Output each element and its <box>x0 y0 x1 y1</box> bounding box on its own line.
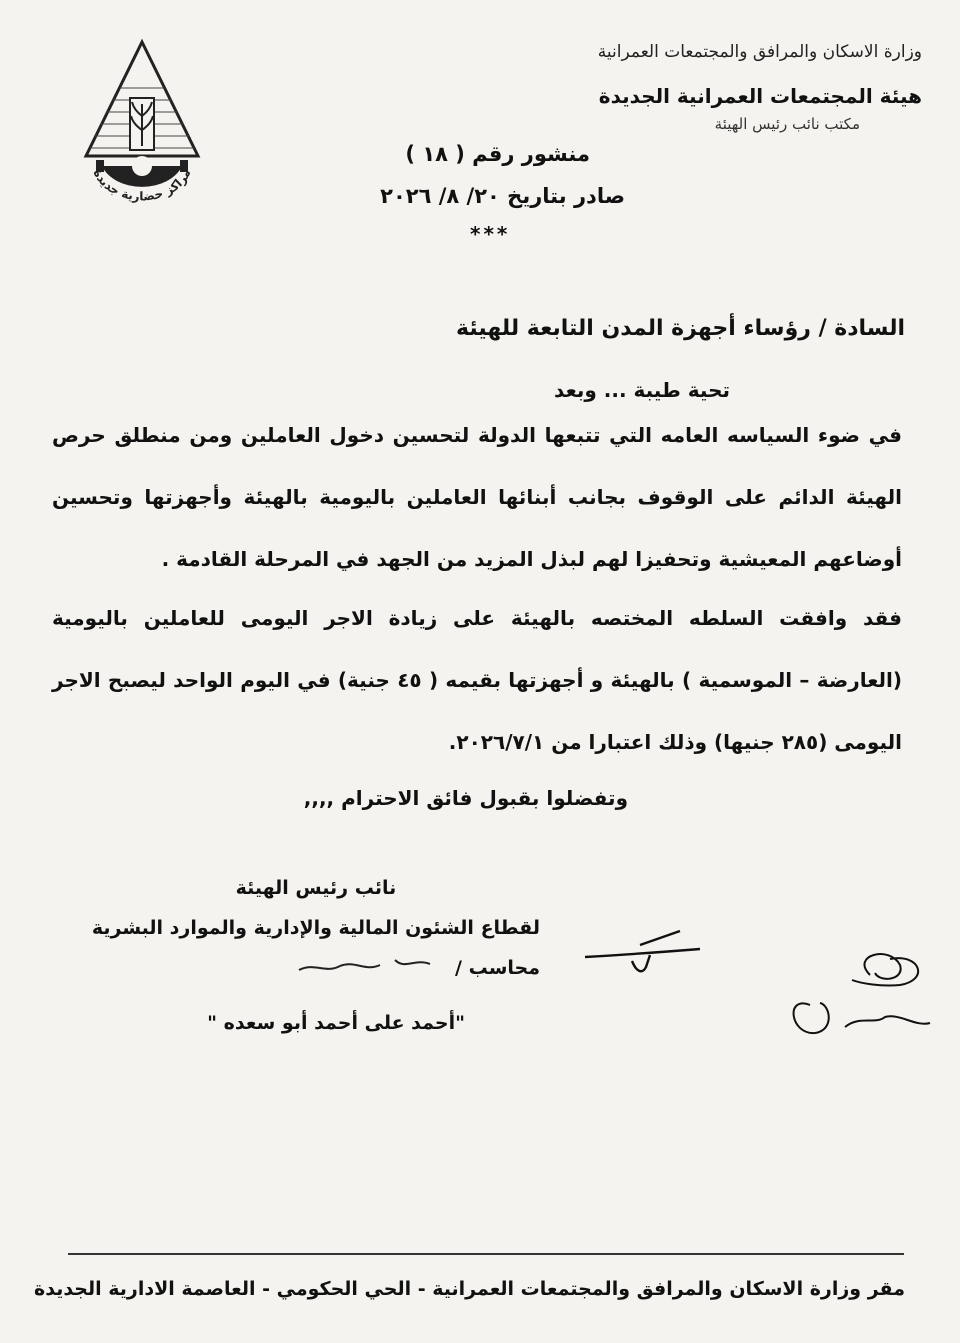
office-name: مكتب نائب رئيس الهيئة <box>714 115 860 133</box>
greeting: تحية طيبة ... وبعد <box>554 378 730 402</box>
signatory-role: محاسب / <box>455 957 540 979</box>
circular-number: منشور رقم ( ١٨ ) <box>405 142 590 166</box>
authority-logo <box>80 38 205 203</box>
handwritten-signature <box>580 925 720 980</box>
circular-date: صادر بتاريخ ٢٠/ ٨/ ٢٠٢٦ <box>380 184 625 208</box>
logo-caption: مراكز حضارية جديدة <box>90 167 194 203</box>
salutation: السادة / رؤساء أجهزة المدن التابعة للهيئة <box>456 316 905 341</box>
signatory-title: نائب رئيس الهيئة <box>235 877 397 899</box>
handwritten-signature-2 <box>780 935 940 1050</box>
paragraph-decision: فقد وافقت السلطه المختصه بالهيئة على زيادة الاجر اليومى للعاملين باليومية (العارضة – الموسمية ) بالهيئة و أجهزتها بقيمه ( ٤٥ جنية) في اليوم الواحد ليصبح الاجر اليومى (٢٨٥ جنيها) وذلك اعتبارا من ٢٠٢٦/٧/١. <box>52 606 903 754</box>
footer-divider <box>68 1253 904 1255</box>
closing-line: وتفضلوا بقبول فائق الاحترام ,,,, <box>303 786 628 810</box>
signatory-name: "أحمد على أحمد أبو سعده " <box>207 1012 465 1034</box>
ministry-name: وزارة الاسكان والمرافق والمجتمعات العمرانية <box>597 42 922 62</box>
handwritten-initials <box>295 950 435 980</box>
separator-stars: *** <box>470 222 511 246</box>
footer-address: مقر وزارة الاسكان والمرافق والمجتمعات العمرانية - الحي الحكومي - العاصمة الادارية الجديدة <box>34 1278 905 1300</box>
paragraph-intro: في ضوء السياسه العامه التي تتبعها الدولة لتحسين دخول العاملين ومن منطلق حرص الهيئة الدائم على الوقوف بجانب أبنائها العاملين باليومية بالهيئة وأجهزتها وتحسين أوضاعهم المعيشية وتحفيزا لهم لبذل المزيد من الجهد في المرحلة القادمة . <box>52 423 902 571</box>
authority-name: هيئة المجتمعات العمرانية الجديدة <box>598 84 922 108</box>
signatory-sector: لقطاع الشئون المالية والإدارية والموارد البشرية <box>91 917 540 939</box>
